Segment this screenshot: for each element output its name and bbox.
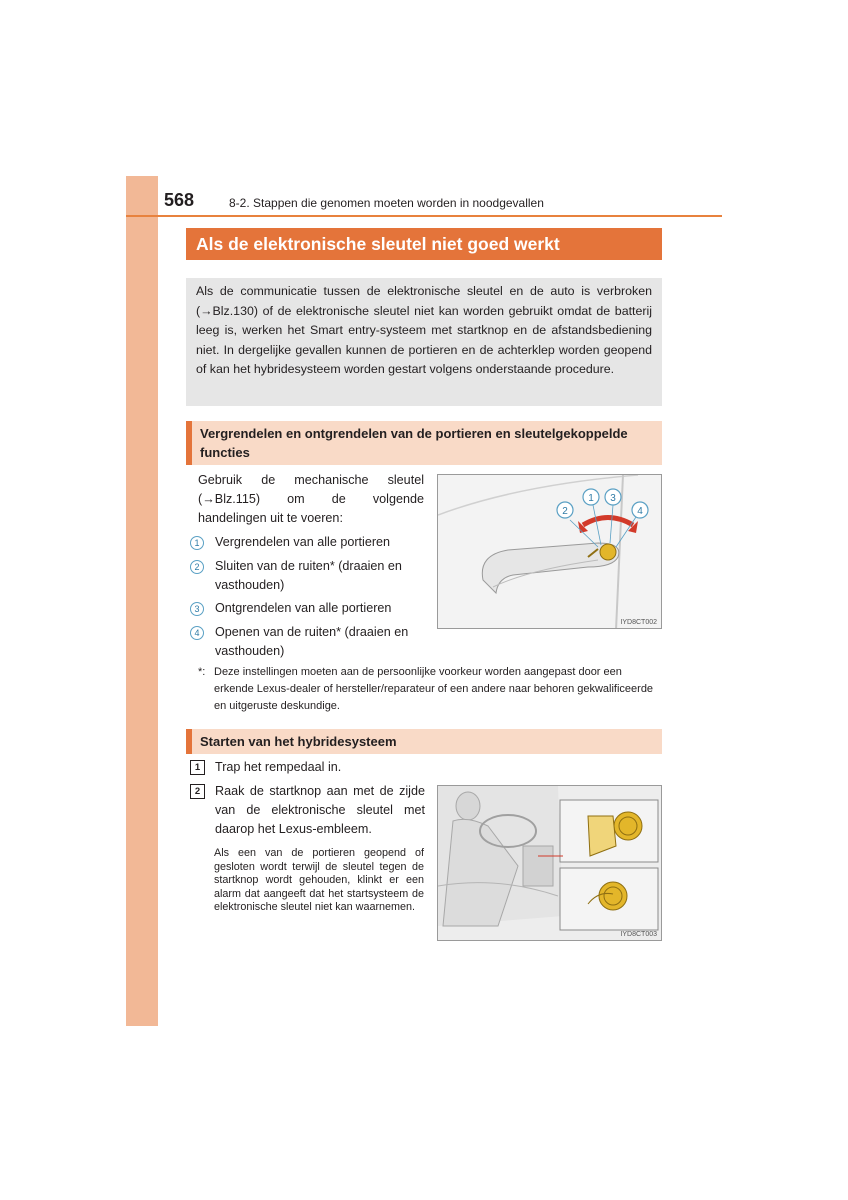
door-handle-drawing — [438, 475, 662, 629]
item-number: 1 — [190, 536, 204, 550]
page-number: 568 — [164, 190, 195, 210]
section-heading-starting: Starten van het hybridesysteem — [186, 729, 662, 754]
step-number: 1 — [190, 760, 205, 775]
step-number: 2 — [190, 784, 205, 799]
step-item — [190, 782, 425, 839]
footnote-text: Deze instellingen moeten aan de persoonlijke voorkeur worden aangepast door een erkende Lexus-dealer of hersteller/reparateur of een andere naar behoren gekwalificeerde en uitgeruste deskundige. — [214, 666, 654, 712]
door-handle-illustration — [437, 474, 662, 629]
start-button-illustration — [437, 785, 662, 941]
list-item — [190, 557, 425, 595]
step-text: Trap het rempedaal in. — [215, 760, 342, 774]
step-note: Als een van de portieren geopend of gesloten wordt terwijl de sleutel tegen de startknop wordt gehouden, klinkt er een alarm dat aangeeft dat het startsysteem de elektronische sleutel niet kan waarnemen. — [214, 847, 424, 914]
item-text: Sluiten van de ruiten* (draaien en vasthouden) — [215, 559, 402, 592]
step-text: Raak de startknop aan met de zijde van de elektronische sleutel met daarop het Lexus-embleem. — [215, 784, 425, 836]
callout-2-label: 2 — [562, 506, 568, 517]
step-item — [190, 758, 420, 777]
callout-4-label: 4 — [637, 506, 643, 517]
list-item — [190, 599, 425, 618]
callout-3-label: 3 — [610, 493, 616, 504]
section-heading-locking: Vergrendelen en ontgrendelen van de portieren en sleutelgekoppelde functies — [186, 421, 662, 465]
item-number: 2 — [190, 560, 204, 574]
item-text: Vergrendelen van alle portieren — [215, 535, 391, 549]
intro-text: Als de communicatie tussen de elektronische sleutel en de auto is verbroken (→Blz.130) of de elektronische sleutel niet kan worden gebruikt omdat de batterij leeg is, werken het Smart entry-systeem met startknop en de afstandsbediening niet. In dergelijke gevallen kunnen de portieren en de achterklep worden geopend of kan het hybridesysteem worden gestart volgens onderstaande procedure. — [186, 278, 662, 406]
section-lead: Gebruik de mechanische sleutel (→Blz.115) om de volgende handelingen uit te voeren: — [198, 473, 424, 525]
start-button-drawing — [438, 786, 662, 941]
figure-code: IYD8CT002 — [620, 619, 657, 626]
callout-1-label: 1 — [588, 493, 594, 504]
footnote-marker: *: — [198, 666, 206, 678]
item-text: Openen van de ruiten* (draaien en vasthouden) — [215, 625, 409, 658]
page-title: Als de elektronische sleutel niet goed werkt — [186, 228, 662, 260]
list-item — [190, 623, 425, 661]
header-divider — [126, 215, 722, 217]
item-text: Ontgrendelen van alle portieren — [215, 601, 392, 615]
section-path: 8-2. Stappen die genomen moeten worden in noodgevallen — [229, 196, 544, 210]
item-number: 3 — [190, 602, 204, 616]
figure-code: IYD8CT003 — [620, 931, 657, 938]
chapter-tab — [126, 176, 158, 1026]
item-number: 4 — [190, 626, 204, 640]
list-item — [190, 533, 425, 552]
